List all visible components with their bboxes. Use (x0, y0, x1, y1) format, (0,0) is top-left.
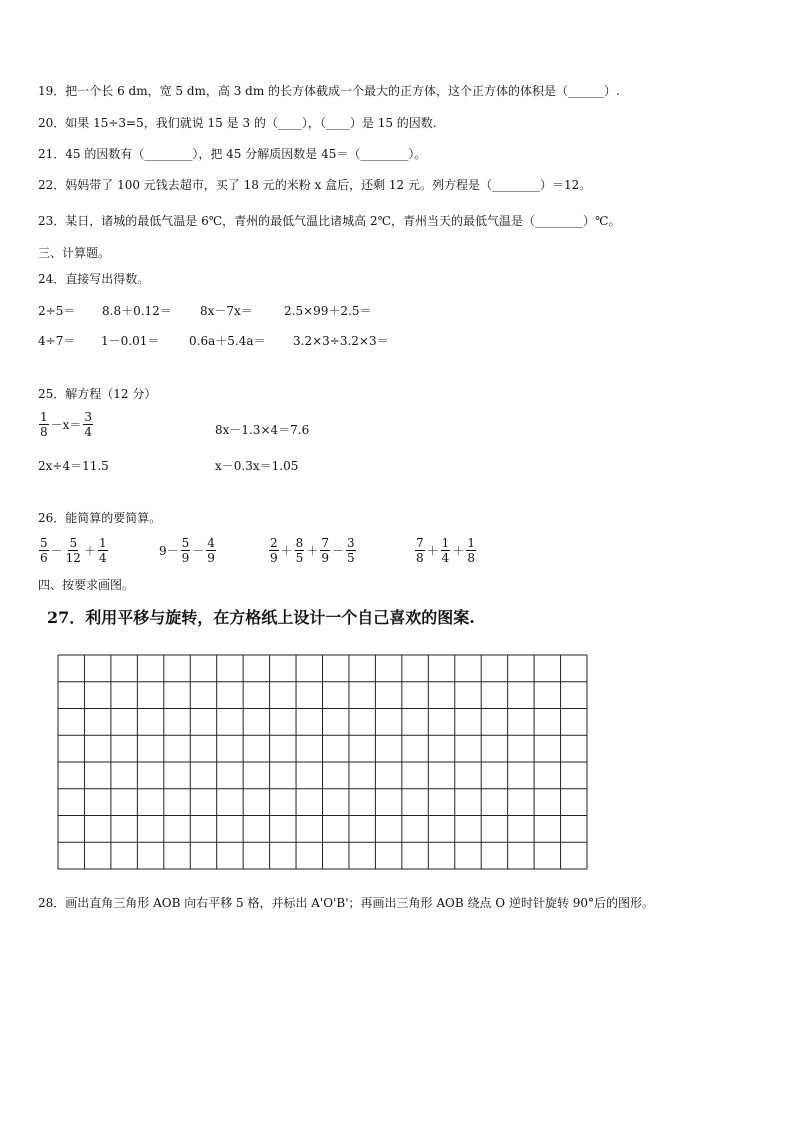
q25-equation-1: $\frac{1}{8}$ －x＝ $\frac{3}{4}$ (40, 410, 93, 439)
q26-expression-4: $\frac{7}{8}$ ＋ $\frac{1}{4}$ ＋ $\frac{1}{8}$ (416, 536, 475, 565)
q24-item: 4÷7＝ (38, 334, 76, 348)
q24-item: 2.5×99＋2.5＝ (284, 304, 372, 318)
question-28: 28．画出直角三角形 AOB 向右平移 5 格，并标出 A'O'B'；再画出三角形 AOB 绕点 O 逆时针旋转 90°后的图形。 (38, 896, 655, 910)
q26-expression-2: 9－ $\frac{5}{9}$ － $\frac{4}{9}$ (159, 536, 215, 565)
q26-expression-3: $\frac{2}{9}$ ＋ $\frac{8}{5}$ ＋ $\frac{7}{9}$ － $\frac{3}{5}$ (270, 536, 355, 565)
section-heading-calculation: 三、计算题。 (38, 246, 111, 260)
q24-item: 8.8＋0.12＝ (102, 304, 172, 318)
q26-expression-1: $\frac{5}{6}$ － $\frac{5}{12}$ ＋ $\frac{1}{4}$ (40, 536, 107, 565)
q25-equation-4: x－0.3x＝1.05 (215, 459, 299, 473)
question-25-title: 25．解方程（12 分） (38, 387, 157, 401)
fraction: $\frac{1}{8}$ (40, 410, 48, 439)
question-24-title: 24．直接写出得数。 (38, 272, 150, 286)
fraction: $\frac{3}{4}$ (84, 410, 93, 439)
q24-item: 2÷5＝ (38, 304, 76, 318)
q24-item: 1－0.01＝ (101, 334, 160, 348)
question-21: 21．45 的因数有（________），把 45 分解质因数是 45＝（________）。 (38, 147, 427, 161)
q24-item: 3.2×3÷3.2×3＝ (293, 334, 389, 348)
question-22: 22．妈妈带了 100 元钱去超市，买了 18 元的米粉 x 盒后，还剩 12 元。列方程是（________）＝12。 (38, 178, 592, 192)
question-26-title: 26．能简算的要简算。 (38, 511, 162, 525)
q25-equation-3: 2x÷4＝11.5 (38, 459, 109, 473)
section-heading-drawing: 四、按要求画图。 (38, 578, 135, 592)
q25-equation-2: 8x－1.3×4＝7.6 (215, 423, 310, 437)
question-20: 20．如果 15÷3=5，我们就说 15 是 3 的（____），（____）是 15 的因数. (38, 116, 437, 130)
square-grid-paper[interactable] (57, 654, 588, 870)
q24-item: 8x－7x＝ (200, 304, 253, 318)
q24-item: 0.6a＋5.4a＝ (189, 334, 266, 348)
question-19: 19．把一个长 6 dm，宽 5 dm，高 3 dm 的长方体截成一个最大的正方体，这个正方体的体积是（______）. (38, 84, 620, 98)
question-23: 23．某日，诸城的最低气温是 6℃，青州的最低气温比诸城高 2℃，青州当天的最低气温是（________）℃。 (38, 214, 621, 228)
question-27-title: 27．利用平移与旋转，在方格纸上设计一个自己喜欢的图案. (47, 608, 475, 627)
